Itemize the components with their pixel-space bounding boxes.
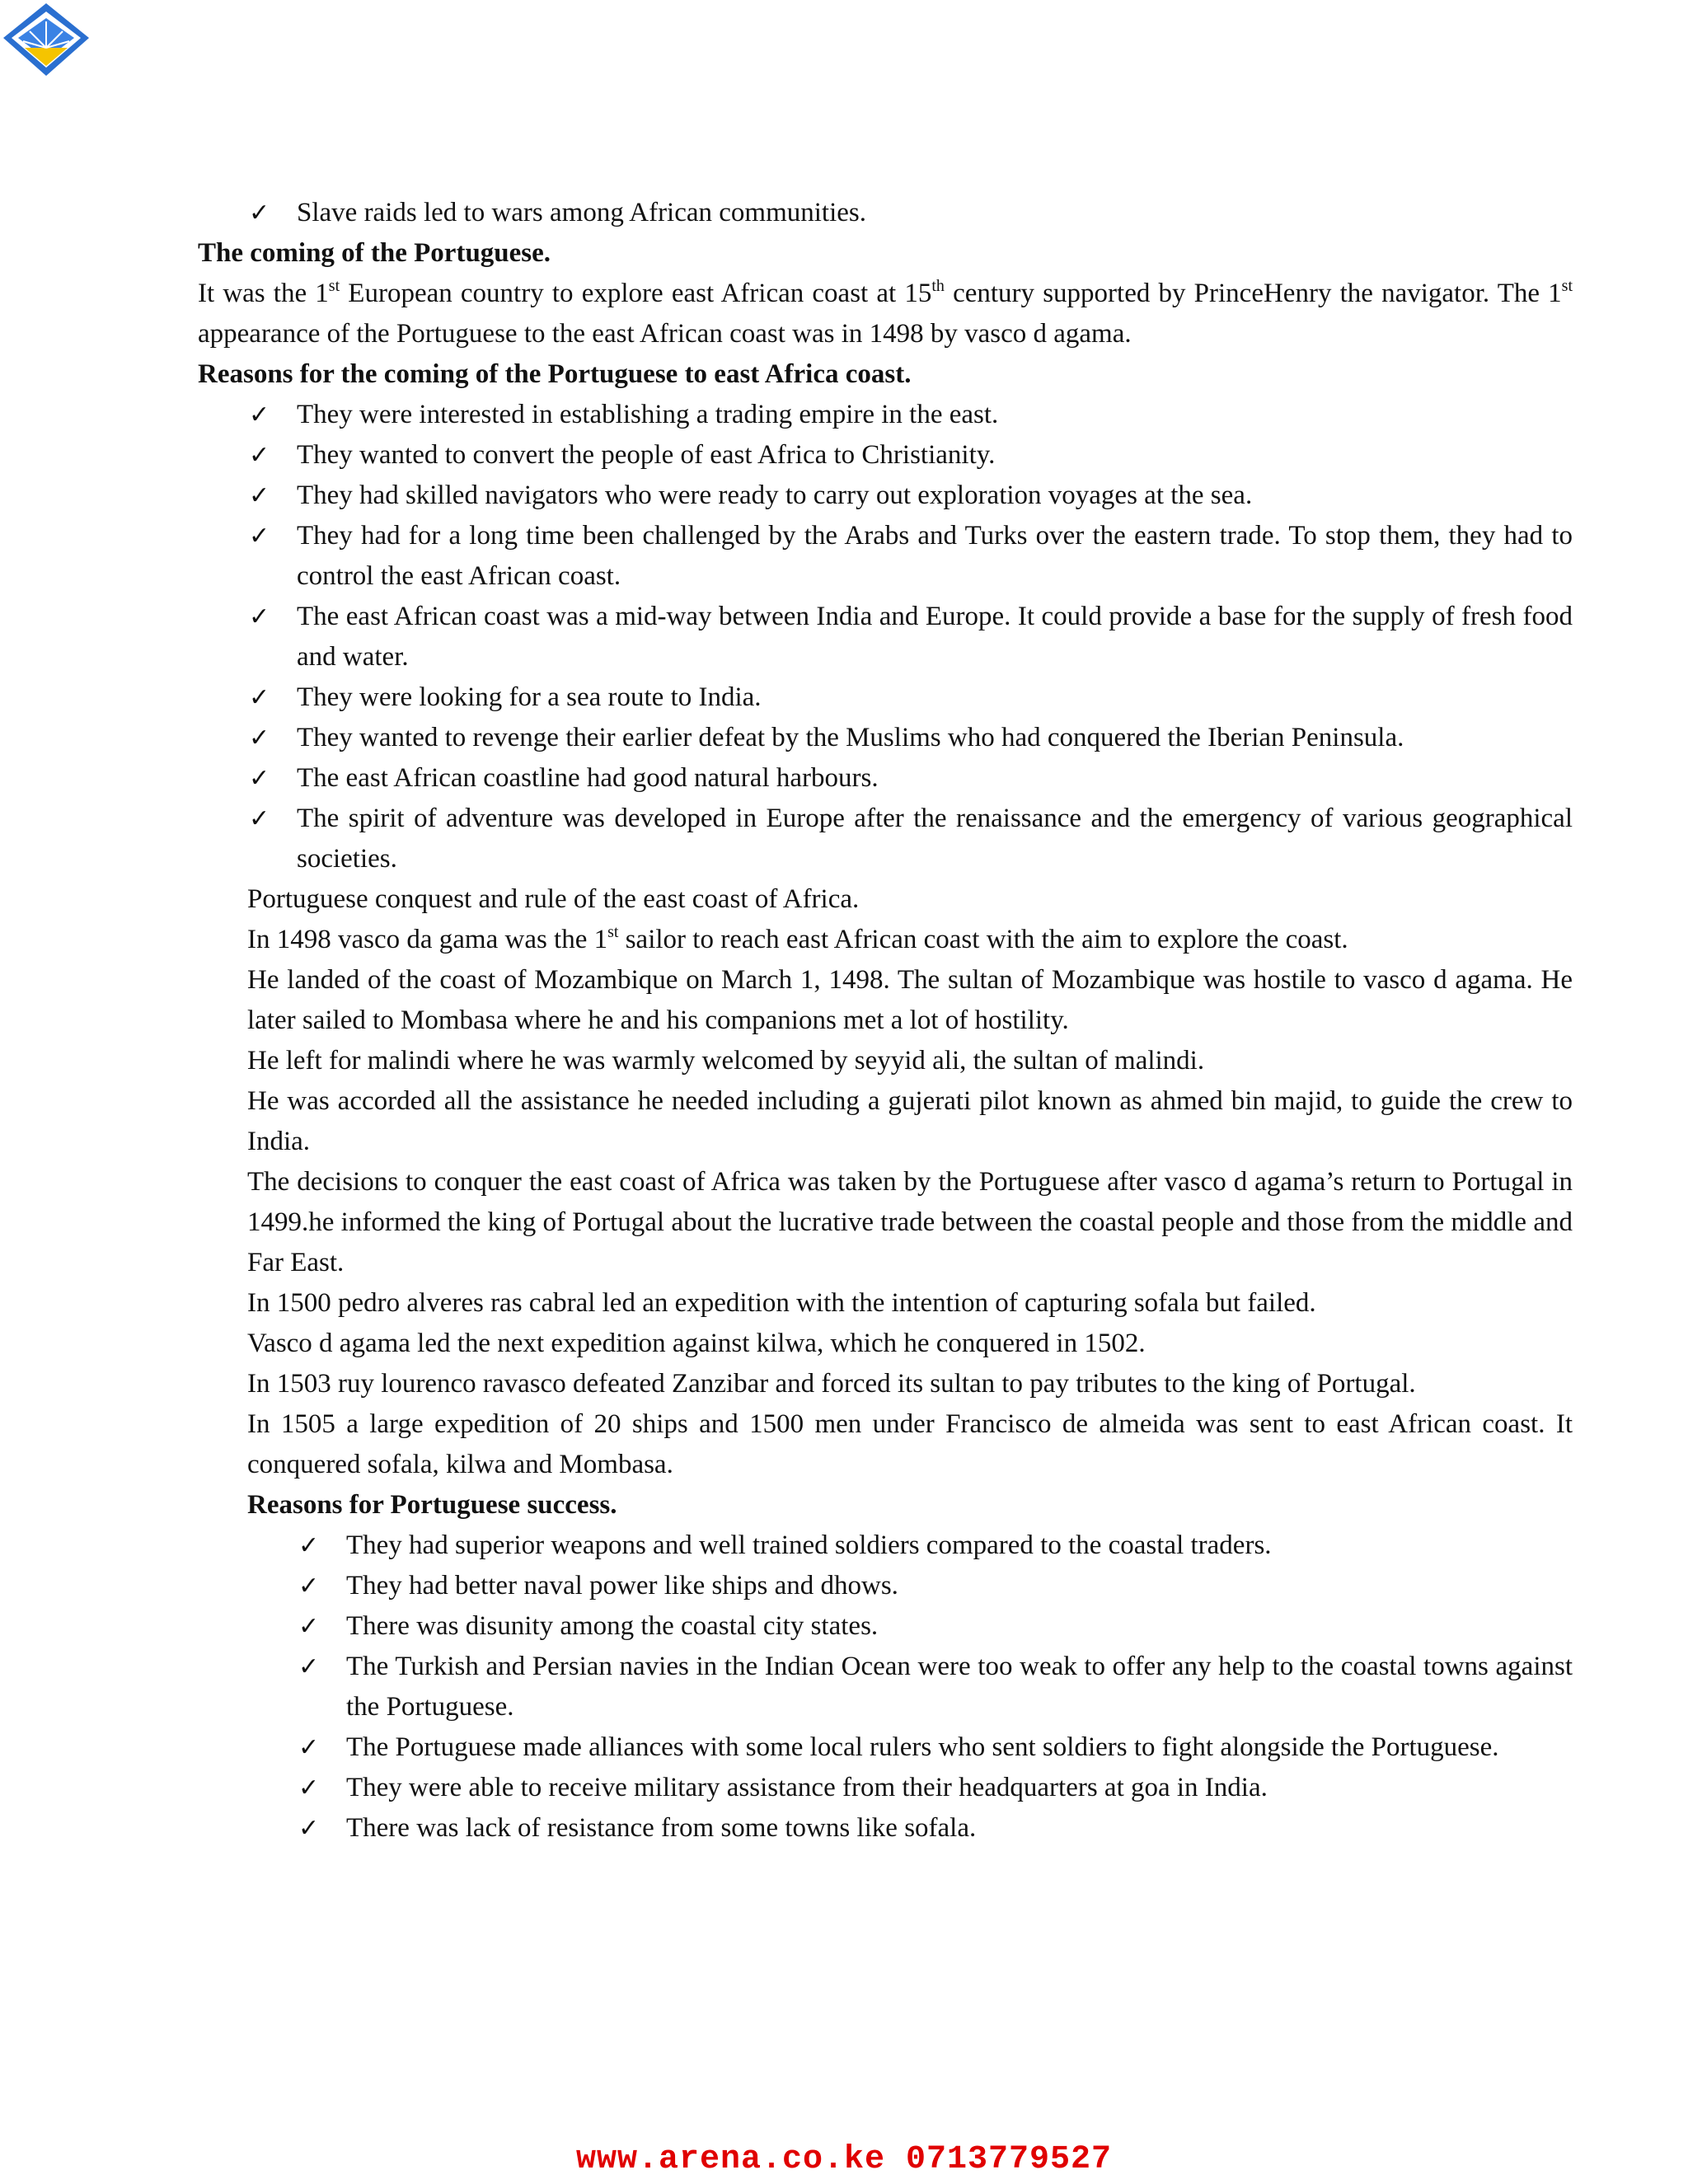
list-item-text: There was lack of resistance from some towns like sofala. [346, 1813, 977, 1843]
list-item-text: They were looking for a sea route to India. [297, 682, 762, 712]
list-item [198, 1606, 1573, 1647]
conquest-title: Portuguese conquest and rule of the east coast of Africa. [247, 884, 860, 914]
list-item-text: The spirit of adventure was developed in Europe after the renaissance and the emergency of various geographical societies. [297, 804, 1573, 874]
list-item-text: They were interested in establishing a trading empire in the east. [297, 400, 999, 429]
list-item [198, 1566, 1573, 1606]
check-icon: ✓ [249, 481, 270, 510]
check-icon: ✓ [249, 522, 270, 551]
check-icon: ✓ [249, 764, 270, 793]
paragraph: Vasco d agama led the next expedition against kilwa, which he conquered in 1502. [247, 1329, 1146, 1358]
intro-paragraph: It was the 1st European country to explore east African coast at 15th century supported by PrinceHenry the navigator. The 1st appearance of the Portuguese to the east African coast was in 1498 by vasco d agama. [198, 277, 1573, 349]
list-item [198, 799, 1573, 879]
list-item [198, 1808, 1573, 1849]
list-item-text: They had for a long time been challenged by the Arabs and Turks over the eastern trade. To stop them, they had to control the east African coast. [297, 521, 1573, 591]
paragraph: The decisions to conquer the east coast of Africa was taken by the Portuguese after vasco d agama’s return to Portugal in 1499.he informed the king of Portugal about the lucrative trade between the coastal people and those from the middle and Far East. [247, 1167, 1573, 1277]
check-icon: ✓ [298, 1612, 320, 1641]
paragraph: He was accorded all the assistance he needed including a gujerati pilot known as ahmed bin majid, to guide the crew to India. [247, 1086, 1573, 1156]
list-item-text: The Portuguese made alliances with some local rulers who sent soldiers to fight alongside the Portuguese. [346, 1732, 1499, 1762]
document-body [198, 193, 1573, 1849]
list-item [198, 677, 1573, 718]
paragraph: In 1500 pedro alveres ras cabral led an expedition with the intention of capturing sofala but failed. [247, 1288, 1316, 1318]
list-item-text: They were able to receive military assistance from their headquarters at goa in India. [346, 1773, 1268, 1802]
conquest-section [198, 879, 1573, 1526]
list-item-text: They had skilled navigators who were ready to carry out exploration voyages at the sea. [297, 480, 1253, 510]
list-item [198, 193, 1573, 233]
check-icon: ✓ [249, 602, 270, 631]
list-item [198, 476, 1573, 516]
list-item [198, 1768, 1573, 1808]
check-icon: ✓ [249, 401, 270, 429]
check-icon: ✓ [249, 683, 270, 712]
list-item-text: They wanted to convert the people of east Africa to Christianity. [297, 440, 996, 470]
success-list [198, 1526, 1573, 1849]
list-item [198, 395, 1573, 435]
list-item-text: The east African coastline had good natural harbours. [297, 763, 879, 793]
list-item-text: They had superior weapons and well trained soldiers compared to the coastal traders. [346, 1530, 1272, 1560]
list-item-text: Slave raids led to wars among African communities. [297, 198, 867, 227]
logo-icon [0, 0, 92, 79]
list-item-text: They had better naval power like ships and dhows. [346, 1571, 898, 1601]
check-icon: ✓ [249, 724, 270, 752]
paragraph: In 1503 ruy lourenco ravasco defeated Zanzibar and forced its sultan to pay tributes to the king of Portugal. [247, 1369, 1416, 1399]
check-icon: ✓ [298, 1814, 320, 1843]
list-item [198, 758, 1573, 799]
list-item-text: The Turkish and Persian navies in the Indian Ocean were too weak to offer any help to the coastal towns against the Portuguese. [346, 1652, 1573, 1722]
check-icon: ✓ [298, 1733, 320, 1762]
paragraph: He left for malindi where he was warmly welcomed by seyyid ali, the sultan of malindi. [247, 1046, 1205, 1076]
check-icon: ✓ [298, 1531, 320, 1560]
footer-link[interactable]: www.arena.co.ke 0713779527 [575, 2141, 1113, 2178]
paragraph: In 1498 vasco da gama was the 1st sailor to reach east African coast with the aim to explore the coast. [247, 923, 1348, 954]
list-item-text: There was disunity among the coastal city states. [346, 1611, 879, 1641]
list-item-text: The east African coast was a mid-way between India and Europe. It could provide a base for the supply of fresh food and water. [297, 602, 1573, 672]
list-item [198, 597, 1573, 677]
section-heading: The coming of the Portuguese. [198, 238, 551, 268]
list-item [198, 435, 1573, 476]
section-heading: Reasons for Portuguese success. [247, 1490, 617, 1520]
check-icon: ✓ [298, 1572, 320, 1601]
check-icon: ✓ [298, 1774, 320, 1802]
paragraph: He landed of the coast of Mozambique on March 1, 1498. The sultan of Mozambique was hostile to vasco d agama. He later sailed to Mombasa where he and his companions met a lot of hostility. [247, 965, 1573, 1035]
list-item [198, 1647, 1573, 1727]
list-item [198, 1526, 1573, 1566]
check-icon: ✓ [249, 199, 270, 227]
paragraph: In 1505 a large expedition of 20 ships and 1500 men under Francisco de almeida was sent to east African coast. It conquered sofala, kilwa and Mombasa. [247, 1409, 1573, 1479]
list-item-text: They wanted to revenge their earlier defeat by the Muslims who had conquered the Iberian Peninsula. [297, 723, 1404, 752]
check-icon: ✓ [298, 1652, 320, 1681]
reasons-list [198, 395, 1573, 879]
check-icon: ✓ [249, 804, 270, 833]
section-heading: Reasons for the coming of the Portuguese to east Africa coast. [198, 359, 912, 389]
check-icon: ✓ [249, 441, 270, 470]
list-item [198, 718, 1573, 758]
list-item [198, 1727, 1573, 1768]
list-item [198, 516, 1573, 597]
